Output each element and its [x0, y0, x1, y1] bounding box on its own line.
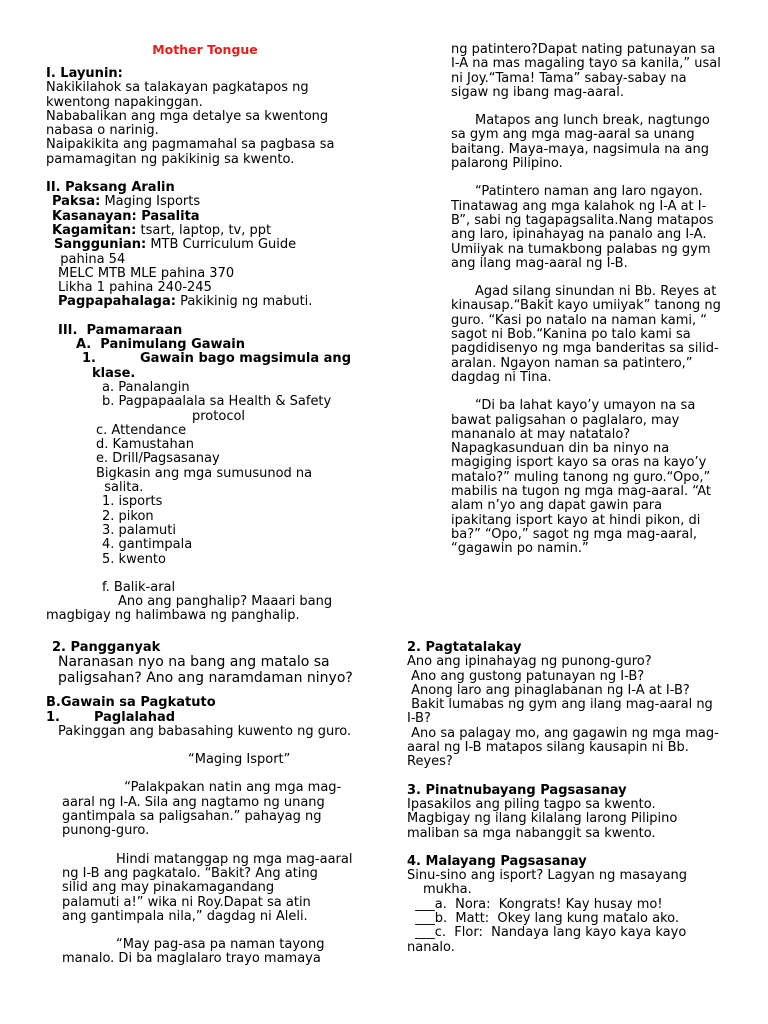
story-line: “May pag-asa pa naman tayong	[116, 937, 325, 953]
pinatnubayang-line: Magbigay ng ilang kilalang larong Pilipino	[407, 811, 678, 827]
sanggunian-label: Sanggunian:	[54, 237, 147, 253]
malayang-pagsasanay-heading: 4. Malayang Pagsasanay	[407, 853, 587, 869]
layunin-line: kwentong napakinggan.	[46, 94, 203, 110]
sanggunian-line: pahina 54	[52, 251, 126, 267]
story-line: sa gym ang mga mag-aaral sa unang	[451, 127, 695, 143]
word-item: 2. pikon	[102, 508, 154, 524]
layunin-line: Nakikilahok sa talakayan pagkatapos ng	[46, 80, 309, 96]
pagtatalakay-question: aaral ng I-B matapos silang kausapin ni Bb.	[407, 740, 689, 756]
pagpapahalaga-value: Pakikinig ng mabuti.	[175, 294, 313, 310]
pangganyak-line: paligsahan? Ano ang naramdaman ninyo?	[58, 669, 353, 686]
gawain-1-text: Gawain bago magsimula ang	[139, 351, 351, 367]
story-line: I-A na mas magaling tayo sa kanila,” usal	[451, 56, 721, 72]
gawain-item: b. Pagpapaalala sa Health & Safety	[102, 394, 332, 410]
paksa-value: Maging Isports	[100, 194, 201, 210]
story-line: “Di ba lahat kayo’y umayon na sa	[475, 398, 696, 414]
malayang-item: ___b. Matt: Okey lang kung matalo ako.	[407, 911, 680, 927]
sanggunian-line: Likha 1 pahina 240-245	[58, 280, 212, 296]
story-line: Hindi matanggap ng mga mag-aaral	[116, 851, 353, 867]
gawain-item: e. Drill/Pagsasanay	[96, 451, 220, 467]
paksa-row	[46, 195, 396, 209]
sanggunian-row	[46, 238, 396, 252]
story-line: guro. “Kasi po natalo na naman kami, “	[451, 312, 708, 328]
right-column-bottom	[407, 641, 757, 955]
gawain-1-number: 1.	[82, 351, 96, 367]
layunin-line: Naipakikita ang pagmamahal sa pagbasa sa	[46, 137, 335, 153]
document-title: Mother Tongue	[152, 42, 258, 57]
story-line: manalo. Di ba maglalaro trayo mamaya	[62, 951, 321, 967]
balik-aral-item: f. Balik-aral	[102, 579, 176, 595]
story-line: mananalo at may natatalo?	[451, 426, 631, 442]
story-line: matalo?” muling tanong ng guro.“Opo,”	[451, 469, 711, 485]
story-line: kinausap.“Bakit kayo umiiyak” tanong ng	[451, 298, 721, 314]
layunin-line: Nababalikan ang mga detalye sa kwentong	[46, 108, 329, 124]
story-line: ba?” “Opo,” sagot ng mga mag-aaral,	[451, 526, 698, 542]
pagtatalakay-question: Ano ang gustong patunayan ng I-B?	[407, 668, 645, 684]
gawain-item: d. Kamustahan	[96, 437, 194, 453]
story-line: B”, sabi ng tagapagsalita.Nang matapos	[451, 212, 714, 228]
pagtatalakay-question: Ano ang ipinahayag ng punong-guro?	[407, 654, 652, 670]
kasanayan-row: Kasanayan: Pasalita	[52, 208, 200, 224]
story-title: “Maging Isport”	[188, 752, 291, 768]
kagamitan-label: Kagamitan:	[52, 222, 137, 238]
gawain-1-text-cont: klase.	[92, 365, 136, 381]
story-line: ni Joy.“Tama! Tama” sabay-sabay na	[451, 70, 687, 86]
pinatnubayang-line: Ipasakilos ang piling tagpo sa kwento.	[407, 796, 656, 812]
story-line: Tinatawag ang mga kalahok ng I-A at I-	[451, 198, 707, 214]
pagtatalakay-heading: 2. Pagtatalakay	[407, 640, 522, 655]
pagtatalakay-question: I-B?	[407, 711, 431, 727]
story-line: palarong Pilipino.	[451, 156, 563, 172]
story-line: “Patintero naman ang laro ngayon.	[475, 184, 703, 200]
story-line: alam n’yo ang dapat gawin para	[451, 498, 663, 514]
story-line: ang gantimpala nila,” dagdag ni Aleli.	[62, 908, 308, 924]
story-line: ipakitang isport kayo at hindi pikon, di	[451, 512, 701, 528]
bigkasin-line: Bigkasin ang mga sumusunod na	[96, 465, 313, 481]
story-line: Napagkasunduan din ba ninyo na	[451, 441, 670, 457]
kagamitan-row	[46, 224, 396, 238]
story-line: mabilis na tugon ng mga mag-aaral. “At	[451, 484, 712, 500]
malayang-line: mukha.	[423, 882, 472, 898]
story-line: dagdag ni Tina.	[451, 369, 552, 385]
pinatnubayang-pagsasanay-heading: 3. Pinatnubayang Pagsasanay	[407, 782, 627, 798]
gawain-item: c. Attendance	[96, 422, 187, 438]
story-line: ng I-B ang pagkatalo. “Bakit? Ang ating	[62, 865, 318, 881]
paglalahad-heading: Paglalahad	[93, 709, 176, 725]
right-column-top	[451, 43, 751, 557]
left-column-bottom	[46, 641, 406, 967]
story-line: pagdidisenyo ng mga banderitas sa silid-	[451, 341, 719, 357]
story-line: palamuti a!” wika ni Roy.Dapat sa atin	[62, 894, 311, 910]
story-line: gantimpala sa paligsahan.” pahayag ng	[62, 809, 322, 825]
pagtatalakay-question: Bakit lumabas ng gym ang ilang mag-aaral ng	[407, 697, 713, 713]
story-line: aaral ng I-A. Sila ang nagtamo ng unang	[62, 794, 325, 810]
malayang-item: ___c. Flor: Nandaya lang kayo kaya kayo	[407, 925, 687, 941]
gawain-item: a. Panalangin	[102, 379, 190, 395]
word-item: 1. isports	[102, 494, 163, 510]
balik-aral-line: magbigay ng halimbawa ng panghalip.	[46, 608, 300, 624]
story-line: ng patintero?Dapat nating patunayan sa	[451, 42, 716, 57]
story-line: magiging isport kayo sa oras na kayo’y	[451, 455, 707, 471]
paglalahad-number: 1.	[46, 709, 60, 725]
malayang-item: ___a. Nora: Kongrats! Kay husay mo!	[407, 896, 663, 912]
story-line: sagot ni Bob.“Kanina po talo kami sa	[451, 327, 691, 343]
word-item: 4. gantimpala	[102, 537, 193, 553]
story-line: “Palakpakan natin ang mga mag-	[116, 780, 342, 796]
story-line: Matapos ang lunch break, nagtungo	[475, 113, 710, 129]
pagpapahalaga-row	[46, 295, 396, 309]
pangganyak-heading: 2. Pangganyak	[52, 640, 161, 655]
pagtatalakay-question: Reyes?	[407, 754, 453, 770]
section-pamamaraan-heading: III. Pamamaraan	[58, 322, 183, 338]
kagamitan-value: tsart, laptop, tv, ppt	[136, 222, 272, 238]
layunin-line: nabasa o narinig.	[46, 123, 159, 139]
pangganyak-line: Naranasan nyo na bang ang matalo sa	[58, 654, 330, 671]
gawain-item-cont: protocol	[192, 408, 246, 424]
pinatnubayang-line: maliban sa mga nabanggit sa kwento.	[407, 825, 656, 841]
paglalahad-instruction: Pakinggan ang babasahing kuwento ng guro.	[58, 723, 352, 739]
story-line: Agad silang sinundan ni Bb. Reyes at	[475, 284, 717, 300]
paksa-label: Paksa:	[52, 194, 101, 210]
section-layunin-heading: I. Layunin:	[46, 66, 123, 81]
malayang-item-cont: nanalo.	[407, 939, 455, 955]
left-column-top	[46, 67, 396, 624]
paglalahad-row	[46, 711, 406, 725]
story-line: ang laro, ipinahayag na panalo ang I-A.	[451, 227, 707, 243]
story-line: “gagawin po namin.”	[451, 541, 589, 557]
story-line: sigaw ng ibang mag-aaral.	[451, 84, 625, 100]
bigkasin-line: salita.	[96, 480, 144, 496]
sanggunian-line: MELC MTB MLE pahina 370	[58, 265, 235, 281]
panimulang-gawain-heading: A. Panimulang Gawain	[76, 337, 246, 353]
gawain-pagkatuto-heading: B.Gawain sa Pagkatuto	[46, 695, 216, 711]
malayang-line: Sinu-sino ang isport? Lagyan ng masayang	[407, 868, 688, 884]
word-item: 3. palamuti	[102, 522, 176, 538]
story-line: baitang. Maya-maya, nagsimula na ang	[451, 141, 709, 157]
balik-aral-line: Ano ang panghalip? Maaari bang	[118, 594, 333, 610]
story-line: aralan. Ngayon naman sa patintero,”	[451, 355, 693, 371]
pagtatalakay-question: Anong laro ang pinaglabanan ng I-A at I-B?	[407, 682, 690, 698]
story-line: silid ang may pinakamagandang	[62, 880, 275, 896]
word-item: 5. kwento	[102, 551, 166, 567]
story-line: bawat paligsahan o paglalaro, may	[451, 412, 680, 428]
story-line: punong-guro.	[62, 823, 150, 839]
layunin-line: pamamagitan ng pakikinig sa kwento.	[46, 151, 295, 167]
gawain-1-row	[46, 352, 396, 366]
section-paksang-aralin-heading: II. Paksang Aralin	[46, 180, 175, 196]
story-line: ang ilang mag-aaral ng I-B.	[451, 255, 628, 271]
sanggunian-value: MTB Curriculum Guide	[146, 237, 297, 253]
pagtatalakay-question: Ano sa palagay mo, ang gagawin ng mga mag-	[407, 725, 719, 741]
story-line: Umiiyak na tumakbong palabas ng gym	[451, 241, 711, 257]
pagpapahalaga-label: Pagpapahalaga:	[58, 294, 176, 310]
